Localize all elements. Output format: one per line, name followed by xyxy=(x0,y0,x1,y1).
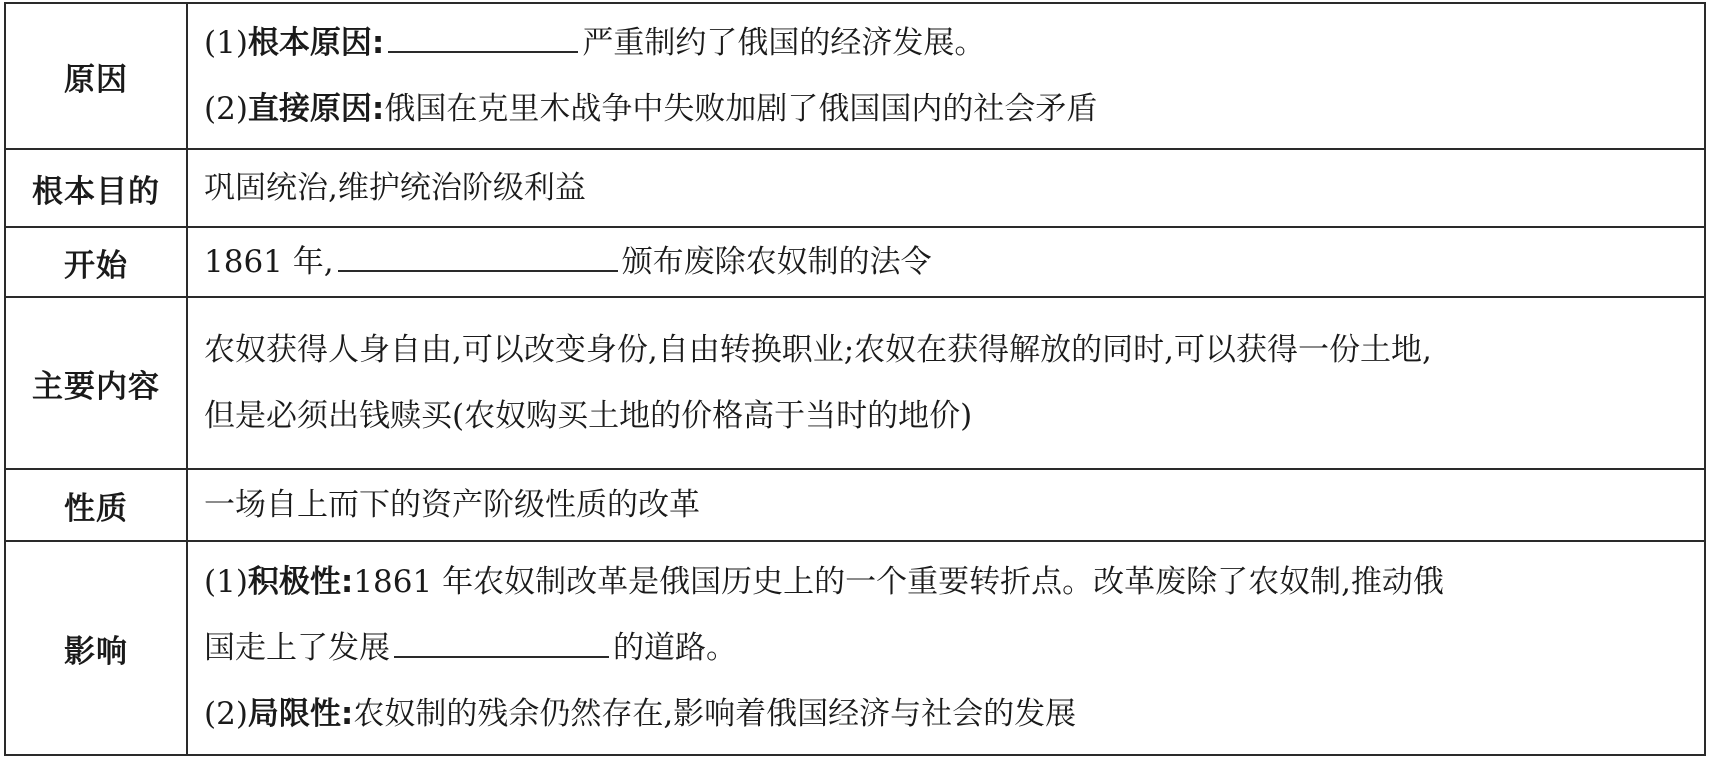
purpose-text: 巩固统治,维护统治阶级利益 xyxy=(204,170,586,206)
impact-positive-text-end: 的道路。 xyxy=(613,630,737,666)
table-row-purpose xyxy=(5,149,1705,227)
row-content-start xyxy=(187,227,1705,297)
row-label-content: 主要内容 xyxy=(5,297,187,469)
table-row-reason xyxy=(5,3,1705,149)
impact-item-number-2: (2) xyxy=(204,696,248,732)
table-row-start xyxy=(5,227,1705,297)
start-line xyxy=(204,229,1692,295)
impact-positive-text-cont: 国走上了发展 xyxy=(204,630,390,666)
impact-item-number-1: (1) xyxy=(204,564,248,600)
impact-limitation-text: 农奴制的残余仍然存在,影响着俄国经济与社会的发展 xyxy=(353,696,1077,732)
impact-positive-heading: 积极性: xyxy=(247,564,354,600)
impact-line-1 xyxy=(204,549,1692,615)
row-label-purpose: 根本目的 xyxy=(5,149,187,227)
row-label-start: 开始 xyxy=(5,227,187,297)
impact-line-3 xyxy=(204,681,1692,747)
fill-in-blank-root-cause xyxy=(388,21,578,53)
fill-in-blank-issuer xyxy=(338,240,618,272)
row-content-purpose xyxy=(187,149,1705,227)
impact-line-2 xyxy=(204,615,1692,681)
reason-root-text: 严重制约了俄国的经济发展。 xyxy=(582,25,986,61)
row-label-reason: 原因 xyxy=(5,3,187,149)
row-content-nature xyxy=(187,469,1705,541)
reason-item-number-1: (1) xyxy=(204,25,248,61)
row-label-nature: 性质 xyxy=(5,469,187,541)
reason-direct-heading: 直接原因: xyxy=(247,91,385,127)
table-row-nature xyxy=(5,469,1705,541)
reason-root-heading: 根本原因: xyxy=(247,25,385,61)
reform-table xyxy=(4,2,1706,756)
reason-item-number-2: (2) xyxy=(204,91,248,127)
row-label-impact: 影响 xyxy=(5,541,187,755)
table-row-content xyxy=(5,297,1705,469)
content-line-2: 但是必须出钱赎买(农奴购买土地的价格高于当时的地价) xyxy=(204,398,973,434)
reason-line-1 xyxy=(204,10,1692,76)
impact-positive-text: 1861 年农奴制改革是俄国历史上的一个重要转折点。改革废除了农奴制,推动俄 xyxy=(353,564,1444,600)
table-row-impact xyxy=(5,541,1705,755)
content-line-1: 农奴获得人身自由,可以改变身份,自由转换职业;农奴在获得解放的同时,可以获得一份土地, xyxy=(204,332,1432,368)
row-content-reason xyxy=(187,3,1705,149)
reason-direct-text: 俄国在克里木战争中失败加剧了俄国国内的社会矛盾 xyxy=(384,91,1098,127)
row-content-impact xyxy=(187,541,1705,755)
nature-text: 一场自上而下的资产阶级性质的改革 xyxy=(204,487,700,523)
reason-line-2 xyxy=(204,76,1692,142)
start-year-text: 1861 年, xyxy=(204,244,334,280)
start-decree-text: 颁布废除农奴制的法令 xyxy=(621,244,932,280)
row-content-content xyxy=(187,297,1705,469)
fill-in-blank-development-path xyxy=(394,626,609,658)
impact-limitation-heading: 局限性: xyxy=(247,696,354,732)
